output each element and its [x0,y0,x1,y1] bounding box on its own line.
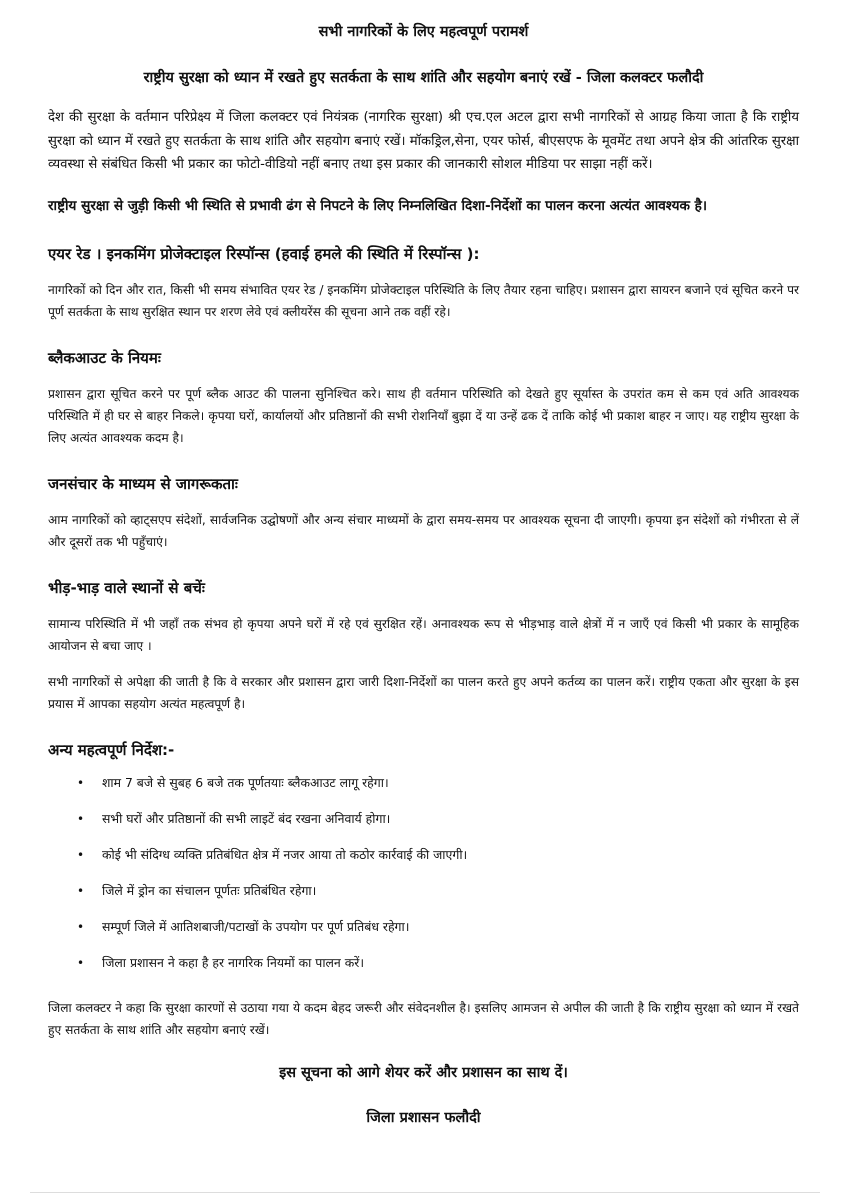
bullet-icon: • [77,811,85,826]
closing-paragraph: जिला कलक्टर ने कहा कि सुरक्षा कारणों से उठाया गया ये कदम बेहद जरूरी और संवेदनशील है। इसलिए आमजन से अपील की जाती है कि राष्ट्रीय सुरक्षा को ध्यान में रखते हुए सतर्कता के साथ शांति और सहयोग बनाएं रखें। [48,1000,799,1037]
crowd-body: सामान्य परिस्थिति में भी जहाँ तक संभव हो कृपया अपने घरों में रहे एवं सुरक्षित रहें। अनावश्यक रूप से भीड़भाड़ वाले क्षेत्रों में न जाएँ एवं किसी भी प्रकार के सामूहिक आयोजन से बचा जाए । [48,616,799,653]
air-raid-body: नागरिकों को दिन और रात, किसी भी समय संभावित एयर रेड / इनकमिंग प्रोजेक्टाइल परिस्थिति के लिए तैयार रहना चाहिए। प्रशासन द्वारा सायरन बजाने एवं सूचित करने पर पूर्ण सतर्कता के साथ सुरक्षित स्थान पर शरण लेवे एवं क्लीयरेंस की सूचना आने तक वहीं रहे। [48,282,799,319]
share-line: इस सूचना को आगे शेयर करें और प्रशासन का साथ दें। [279,1064,568,1081]
section-awareness [48,473,799,553]
instruction-text: जिले में ड्रोन का संचालन पूर्णतः प्रतिबंधित रहेगा। [102,882,317,898]
document-subtitle: राष्ट्रीय सुरक्षा को ध्यान में रखते हुए सतर्कता के साथ शांति और सहयोग बनाएं रखें - जिला कलक्टर फलौदी [143,70,704,86]
list-item [48,773,799,809]
intro-paragraph: देश की सुरक्षा के वर्तमान परिप्रेक्ष्य में जिला कलक्टर एवं नियंत्रक (नागरिक सुरक्षा) श्री एच.एल अटल द्वारा सभी नागरिकों से आग्रह किया जाता है कि राष्ट्रीय सुरक्षा को ध्यान में रखते हुए सतर्कता के साथ शांति और सहयोग बनाएं रखें। मॉकड्रिल,सेना, एयर फोर्स, बीएसएफ के मूवमेंट तथा अपने क्षेत्र की आंतरिक सुरक्षा व्यवस्था से संबंधित किसी भी प्रकार का फोटो-वीडियो नहीं बनाए तथा इस प्रकार की जानकारी सोशल मीडिया पर साझा नहीं करें। [48,110,799,172]
bullet-icon: • [77,955,85,970]
blackout-body: प्रशासन द्वारा सूचित करने पर पूर्ण ब्लैक आउट की पालना सुनिश्चित करे। साथ ही वर्तमान परिस्थिति को देखते हुए सूर्यास्त के उपरांत कम से कम एवं अति आवश्यक परिस्थिति में ही घर से बाहर निकले। कृपया घरों, कार्यालयों और प्रतिष्ठानों की सभी रोशनियाँ बुझा दें या उन्हें ढक दें ताकि कोई भी प्रकाश बाहर न जाए। यह राष्ट्रीय सुरक्षा के लिए अत्यंत आवश्यक कदम है। [48,386,799,445]
signature: जिला प्रशासन फलौदी [366,1109,481,1126]
bullet-icon: • [77,919,85,934]
section-blackout [48,347,799,449]
awareness-body: आम नागरिकों को व्हाट्सएप संदेशों, सार्वजनिक उद्घोषणों और अन्य संचार माध्यमों के द्वारा समय-समय पर आवश्यक सूचना दी जाएगी। कृपया इन संदेशों को गंभीरता से लें और दूसरों तक भी पहुँचाएं। [48,512,799,549]
instruction-text: सभी घरों और प्रतिष्ठानों की सभी लाइटें बंद रखना अनिवार्य होगा। [102,810,391,826]
section-crowd [48,577,799,715]
list-item [48,953,799,989]
list-item [48,917,799,953]
awareness-heading: जनसंचार के माध्यम से जागरूकताः [48,474,238,493]
air-raid-heading: एयर रेड । इनकमिंग प्रोजेक्टाइल रिस्पॉन्स (हवाई हमले की स्थिति में रिस्पॉन्स ): [48,244,480,263]
document-title: सभी नागरिकों के लिए महत्वपूर्ण परामर्श [318,24,529,40]
instruction-text: जिला प्रशासन ने कहा है हर नागरिक नियमों का पालन करें। [102,954,365,970]
section-air-raid [48,243,799,323]
list-item [48,845,799,881]
bullet-icon: • [77,883,85,898]
blackout-heading: ब्लैकआउट के नियमः [48,348,161,367]
other-heading: अन्य महत्वपूर्ण निर्देश:- [48,740,175,759]
page-bottom-divider [30,1192,820,1193]
list-item [48,881,799,917]
instruction-list [48,773,799,989]
bullet-icon: • [77,775,85,790]
instruction-text: शाम 7 बजे से सुबह 6 बजे तक पूर्णतयाः ब्लैकआउट लागू रहेगा। [102,774,389,790]
guidelines-intro: राष्ट्रीय सुरक्षा से जुड़ी किसी भी स्थिति से प्रभावी ढंग से निपटने के लिए निम्नलिखित दिशा-निर्देशों का पालन करना अत्यंत आवश्यक है। [48,197,708,214]
crowd-heading: भीड़-भाड़ वाले स्थानों से बचेंः [48,578,205,597]
instruction-text: कोई भी संदिग्ध व्यक्ति प्रतिबंधित क्षेत्र में नजर आया तो कठोर कार्रवाई की जाएगी। [102,846,468,862]
instruction-text: सम्पूर्ण जिले में आतिशबाजी/पटाखों के उपयोग पर पूर्ण प्रतिबंध रहेगा। [102,918,410,934]
section-other-instructions [48,739,799,989]
citizen-appeal: सभी नागरिकों से अपेक्षा की जाती है कि वे सरकार और प्रशासन द्वारा जारी दिशा-निर्देशों का पालन करते हुए अपने कर्तव्य का पालन करें। राष्ट्रीय एकता और सुरक्षा के इस प्रयास में आपका सहयोग अत्यंत महत्वपूर्ण है। [48,674,799,711]
list-item [48,809,799,845]
bullet-icon: • [77,847,85,862]
